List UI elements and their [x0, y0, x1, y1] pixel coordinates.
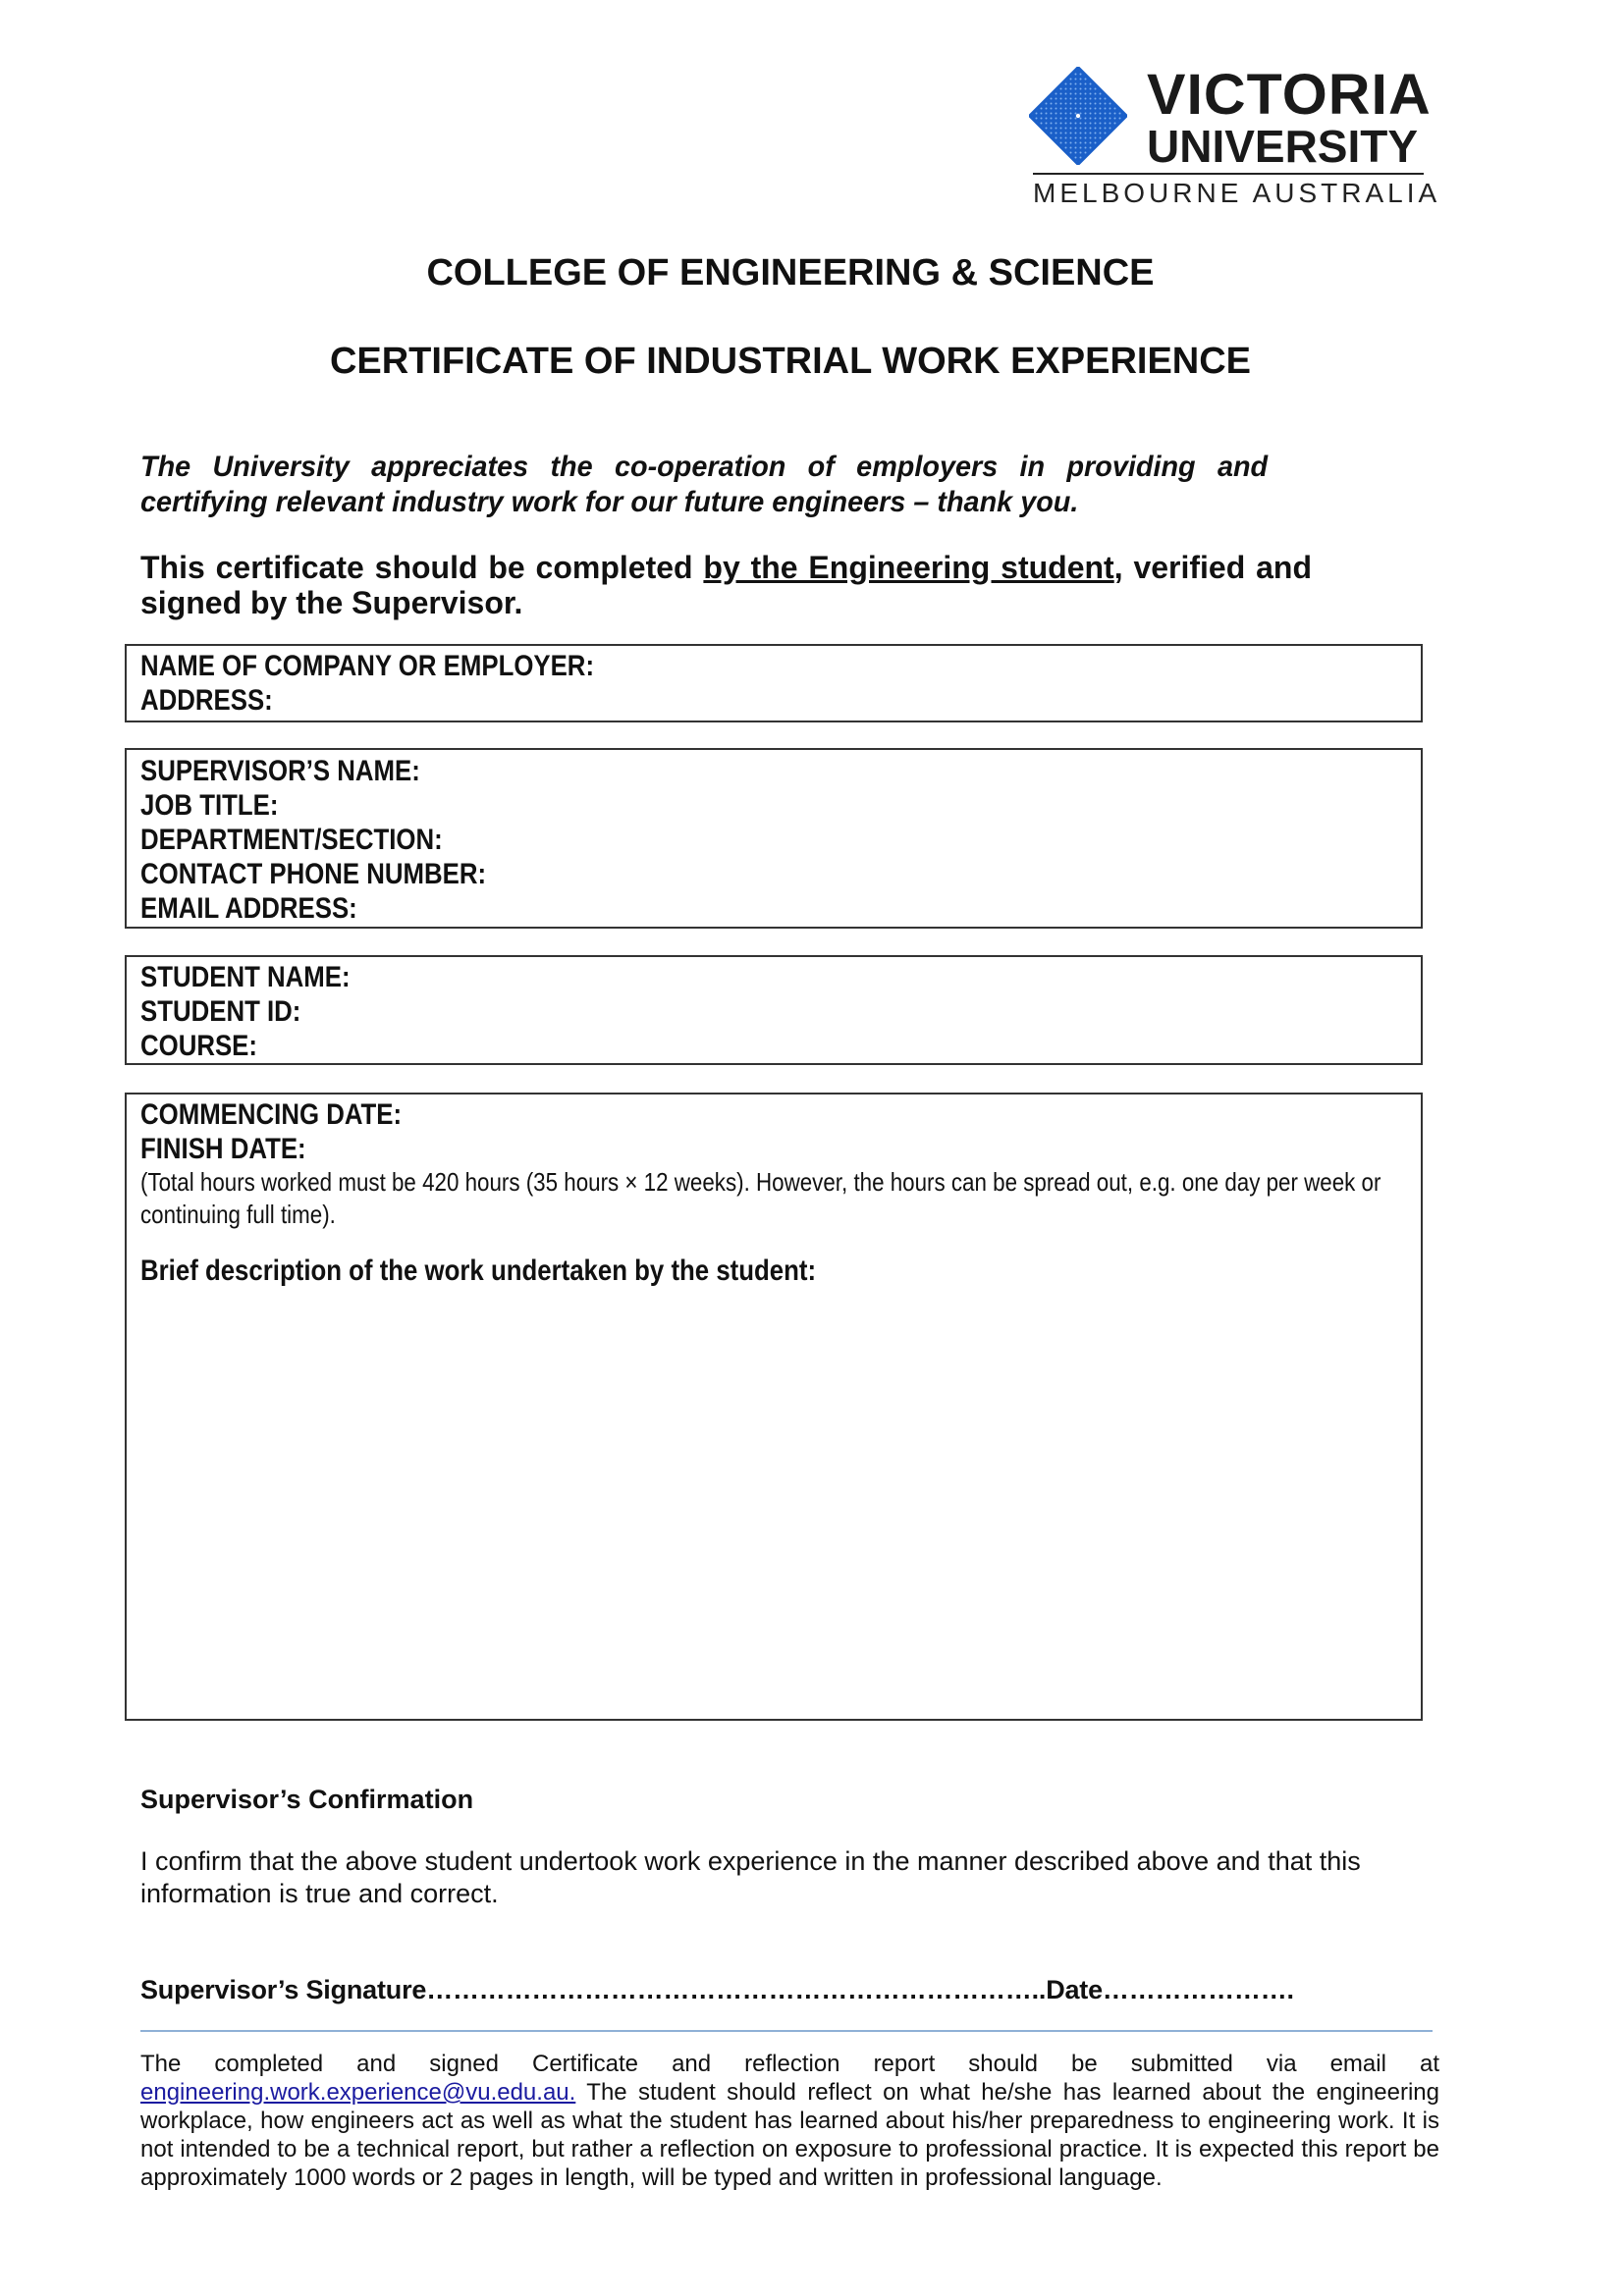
instruction-text-after: , verified and signed by the Supervisor. [140, 550, 1313, 620]
logo-wordmark-university: UNIVERSITY [1147, 121, 1419, 172]
signature-date-line: Supervisor’s Signature……………………………………………………………..Date…………………. [140, 1975, 1294, 2004]
instruction-paragraph [140, 550, 1312, 620]
phone-label: CONTACT PHONE NUMBER: [140, 858, 487, 890]
job-title-label: JOB TITLE: [140, 789, 279, 822]
course-label: COURSE: [140, 1030, 257, 1062]
footer-divider [140, 2030, 1433, 2032]
university-logo-diamond-icon [1029, 67, 1127, 165]
supervisor-section[interactable] [125, 748, 1423, 929]
student-id-label: STUDENT ID: [140, 995, 301, 1028]
employer-section[interactable] [125, 644, 1423, 722]
instruction-underlined-text: by the Engineering student [703, 550, 1114, 585]
footer-text-before: The completed and signed Certificate and reflection report should be submitted via email at [140, 2051, 1439, 2077]
address-label: ADDRESS: [140, 684, 273, 717]
department-label: DEPARTMENT/SECTION: [140, 824, 443, 856]
hours-note: (Total hours worked must be 420 hours (35 hours × 12 weeks). However, the hours can be spread out, e.g. one day per week or continuing full time). [140, 1167, 1381, 1229]
submission-email-link[interactable]: engineering.work.experience@vu.edu.au. [140, 2079, 576, 2106]
student-name-label: STUDENT NAME: [140, 961, 351, 993]
work-details-section[interactable] [125, 1093, 1423, 1721]
email-label: EMAIL ADDRESS: [140, 892, 357, 925]
logo-tagline: MELBOURNE AUSTRALIA [1033, 178, 1441, 208]
logo-wordmark-victoria: VICTORIA [1147, 63, 1432, 127]
confirmation-text: I confirm that the above student undertook work experience in the manner described above and that this information is true and correct. [140, 1846, 1361, 1908]
college-heading: COLLEGE OF ENGINEERING & SCIENCE [426, 252, 1155, 294]
work-description-label: Brief description of the work undertaken by the student: [140, 1255, 817, 1287]
instruction-text-before: This certificate should be completed [140, 550, 704, 585]
footer-text-after: The student should reflect on what he/she has learned about the engineering workplace, how engineers act as well as what the student has learned about his/her preparedness to engineering work. It is not intended to be a technical report, but rather a reflection on exposure to professional practice. It is expected this report be approximately 1000 words or 2 pages in length, will be typed and written in professional language. [140, 2079, 1439, 2191]
footer-paragraph [140, 2050, 1439, 2192]
intro-paragraph: The University appreciates the co-operation of employers in providing and certifying relevant industry work for our future engineers – thank you. [140, 451, 1269, 518]
supervisor-name-label: SUPERVISOR’S NAME: [140, 755, 420, 787]
confirmation-heading: Supervisor’s Confirmation [140, 1785, 474, 1814]
student-section[interactable] [125, 955, 1423, 1065]
certificate-heading: CERTIFICATE OF INDUSTRIAL WORK EXPERIENCE [329, 341, 1252, 382]
finish-date-label: FINISH DATE: [140, 1133, 306, 1165]
commencing-date-label: COMMENCING DATE: [140, 1098, 403, 1131]
company-name-label: NAME OF COMPANY OR EMPLOYER: [140, 650, 595, 682]
logo-divider [1033, 173, 1424, 175]
